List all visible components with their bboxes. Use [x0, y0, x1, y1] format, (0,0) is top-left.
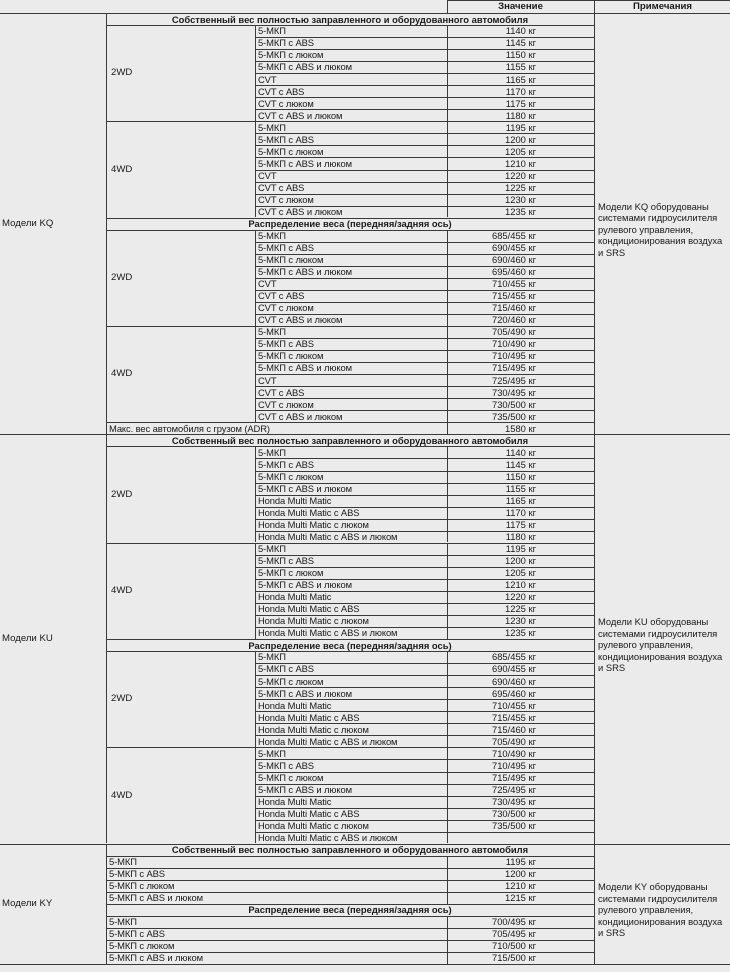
column-border — [594, 434, 595, 639]
spec-value: 1210 кг — [505, 579, 536, 591]
spec-value: 715/460 кг — [491, 723, 536, 735]
spec-label: 5-МКП — [258, 543, 286, 555]
spec-value: 710/495 кг — [491, 759, 536, 771]
spec-value: 1145 кг — [505, 37, 536, 49]
spec-value: 715/500 кг — [491, 952, 536, 964]
spec-value: 710/495 кг — [491, 350, 536, 362]
spec-label: 5-МКП — [109, 856, 137, 868]
spec-label: 5-МКП с люком — [258, 567, 324, 579]
spec-label: 5-МКП — [258, 230, 286, 242]
spec-label: 5-МКП с ABS и люком — [258, 61, 352, 73]
spec-label: 5-МКП с люком — [258, 470, 324, 482]
spec-label: 5-МКП с ABS — [258, 555, 314, 567]
spec-label: CVT с ABS и люком — [258, 314, 343, 326]
spec-label: Honda Multi Matic с ABS и люком — [258, 627, 398, 639]
section-title: Собственный вес полностью заправленного и оборудованного автомобиля — [171, 844, 529, 856]
column-border — [594, 422, 595, 434]
spec-value: 1220 кг — [505, 169, 536, 181]
spec-label: Honda Multi Matic — [258, 795, 332, 807]
column-border — [255, 230, 256, 326]
spec-label: CVT с люком — [258, 97, 314, 109]
column-border — [106, 844, 107, 964]
spec-label: Honda Multi Matic — [258, 591, 332, 603]
spec-label: Honda Multi Matic с ABS и люком — [258, 531, 398, 543]
spec-label: Honda Multi Matic с люком — [258, 723, 369, 735]
row-border — [255, 326, 594, 327]
spec-value: 710/490 кг — [491, 747, 536, 759]
column-border — [255, 326, 256, 422]
spec-label: CVT — [258, 73, 277, 85]
spec-label: Honda Multi Matic — [258, 699, 332, 711]
spec-label: 5-МКП с ABS и люком — [258, 579, 352, 591]
drive-group-label: 2WD — [111, 488, 133, 500]
spec-label: 5-МКП с ABS — [258, 37, 314, 49]
spec-label: 5-МКП — [258, 326, 286, 338]
column-border — [447, 747, 448, 843]
spec-value: 1215 кг — [505, 892, 536, 904]
spec-label: 5-МКП — [258, 446, 286, 458]
spec-value: 735/500 кг — [491, 819, 536, 831]
spec-value: 1230 кг — [505, 615, 536, 627]
section-title: Распределение веса (передняя/задняя ось) — [248, 218, 452, 230]
spec-value: 685/455 кг — [491, 230, 536, 242]
spec-label: 5-МКП с люком — [258, 771, 324, 783]
spec-label: 5-МКП с ABS и люком — [258, 783, 352, 795]
column-border — [106, 13, 107, 434]
drive-group-label: 4WD — [111, 163, 133, 175]
spec-value: 1165 кг — [505, 73, 536, 85]
spec-value: 1195 кг — [505, 856, 536, 868]
spec-label: 5-МКП с ABS — [258, 458, 314, 470]
spec-value: 1140 кг — [505, 446, 536, 458]
spec-value: 690/460 кг — [491, 254, 536, 266]
column-border — [255, 121, 256, 217]
spec-value: 1235 кг — [505, 205, 536, 217]
spec-label: Honda Multi Matic с ABS — [258, 603, 360, 615]
spec-label: 5-МКП — [258, 25, 286, 37]
spec-value: 1180 кг — [505, 531, 536, 543]
column-border — [106, 434, 107, 843]
spec-value: 695/460 кг — [491, 266, 536, 278]
spec-label: 5-МКП с ABS — [258, 338, 314, 350]
spec-value: 1175 кг — [505, 97, 536, 109]
spec-label: CVT — [258, 169, 277, 181]
spec-value: 1235 кг — [505, 627, 536, 639]
spec-label: 5-МКП — [109, 916, 137, 928]
spec-label: 5-МКП с ABS — [258, 133, 314, 145]
spec-value: 1205 кг — [505, 145, 536, 157]
column-border — [255, 446, 256, 542]
spec-value: 735/500 кг — [491, 410, 536, 422]
section-title: Распределение веса (передняя/задняя ось) — [248, 904, 452, 916]
spec-label: Honda Multi Matic с ABS и люком — [258, 735, 398, 747]
spec-label: 5-МКП с люком — [258, 675, 324, 687]
model-note: Модели KU оборудованы системами гидроусилителя рулевого управления, кондиционирования воздуха и SRS — [598, 616, 723, 674]
model-border — [0, 964, 730, 965]
spec-value: 730/500 кг — [491, 398, 536, 410]
spec-value: 1200 кг — [505, 555, 536, 567]
spec-label: 5-МКП с люком — [109, 940, 175, 952]
row-border — [255, 386, 594, 387]
spec-value: 705/490 кг — [491, 326, 536, 338]
spec-label: 5-МКП с ABS и люком — [258, 157, 352, 169]
spec-value: 730/500 кг — [491, 807, 536, 819]
column-border — [255, 747, 256, 843]
group-border — [106, 326, 255, 327]
spec-label: CVT с люком — [258, 398, 314, 410]
spec-value: 715/495 кг — [491, 771, 536, 783]
column-border — [447, 446, 448, 542]
spec-label: 5-МКП — [258, 651, 286, 663]
spec-label: CVT с ABS и люком — [258, 109, 343, 121]
column-border — [447, 230, 448, 326]
spec-value: 1170 кг — [505, 506, 536, 518]
spec-label: 5-МКП с люком — [109, 880, 175, 892]
drive-group-label: 2WD — [111, 271, 133, 283]
group-border — [106, 121, 255, 122]
spec-label: Honda Multi Matic с люком — [258, 615, 369, 627]
column-border — [594, 844, 595, 904]
column-border — [594, 218, 595, 423]
model-name: Модели KY — [2, 897, 53, 909]
row-border — [255, 747, 594, 748]
spec-label: Honda Multi Matic с ABS и люком — [258, 832, 398, 844]
column-border — [447, 856, 448, 904]
spec-value: 715/460 кг — [491, 302, 536, 314]
header-notes: Примечания — [632, 1, 693, 12]
spec-label: Honda Multi Matic с ABS — [258, 807, 360, 819]
spec-value: 1170 кг — [505, 85, 536, 97]
spec-label: CVT с люком — [258, 302, 314, 314]
column-border — [447, 0, 448, 13]
spec-value: 730/495 кг — [491, 795, 536, 807]
spec-value: 715/495 кг — [491, 362, 536, 374]
spec-value: 730/495 кг — [491, 386, 536, 398]
column-border — [594, 639, 595, 844]
max-weight-value: 1580 кг — [505, 422, 536, 434]
spec-label: CVT с ABS — [258, 181, 305, 193]
spec-value: 715/455 кг — [491, 290, 536, 302]
max-weight-label: Макс. вес автомобиля с грузом (ADR) — [109, 422, 270, 434]
spec-value: 725/495 кг — [491, 374, 536, 386]
spec-label: 5-МКП с люком — [258, 350, 324, 362]
header-top-border — [447, 0, 730, 1]
row-border — [255, 121, 594, 122]
column-border — [447, 916, 448, 964]
model-note: Модели KQ оборудованы системами гидроусилителя рулевого управления, кондиционирования воздуха и SRS — [598, 200, 723, 259]
spec-value: 1195 кг — [505, 543, 536, 555]
spec-value: 1210 кг — [505, 880, 536, 892]
spec-value: 1180 кг — [505, 109, 536, 121]
spec-value: 1155 кг — [505, 61, 536, 73]
row-border — [255, 290, 594, 291]
spec-label: 5-МКП с люком — [258, 145, 324, 157]
spec-value: 1140 кг — [505, 25, 536, 37]
row-border — [255, 73, 594, 74]
spec-label: 5-МКП — [258, 121, 286, 133]
spec-value: 710/455 кг — [491, 699, 536, 711]
spec-value: 690/455 кг — [491, 242, 536, 254]
spec-label: CVT — [258, 278, 277, 290]
spec-label: 5-МКП с ABS и люком — [109, 952, 203, 964]
spec-value: 1225 кг — [505, 603, 536, 615]
row-border — [255, 422, 594, 423]
spec-label: CVT с ABS и люком — [258, 410, 343, 422]
column-border — [447, 121, 448, 217]
spec-value: 685/455 кг — [491, 651, 536, 663]
spec-label: Honda Multi Matic — [258, 494, 332, 506]
row-border — [255, 170, 594, 171]
spec-label: CVT с ABS — [258, 290, 305, 302]
spec-label: Honda Multi Matic с ABS — [258, 711, 360, 723]
spec-label: 5-МКП с ABS и люком — [258, 482, 352, 494]
spec-value: 1155 кг — [505, 482, 536, 494]
spec-label: 5-МКП с ABS — [258, 759, 314, 771]
spec-label: 5-МКП с ABS и люком — [258, 687, 352, 699]
spec-value: 705/495 кг — [491, 928, 536, 940]
column-border — [255, 543, 256, 639]
section-title: Распределение веса (передняя/задняя ось) — [248, 639, 452, 651]
spec-label: Honda Multi Matic с люком — [258, 518, 369, 530]
spec-value: 1220 кг — [505, 591, 536, 603]
column-border — [255, 25, 256, 121]
column-border — [447, 326, 448, 422]
spec-label: 5-МКП с люком — [258, 254, 324, 266]
spec-value: 1145 кг — [505, 458, 536, 470]
spec-label: 5-МКП с ABS — [109, 868, 165, 880]
group-border — [106, 543, 255, 544]
spec-value: 1150 кг — [505, 470, 536, 482]
spec-value: 710/455 кг — [491, 278, 536, 290]
model-note: Модели KY оборудованы системами гидроусилителя рулевого управления, кондиционирования воздуха и SRS — [598, 880, 723, 939]
drive-group-label: 2WD — [111, 67, 133, 79]
model-name: Модели KU — [2, 633, 53, 645]
spec-label: CVT с ABS — [258, 85, 305, 97]
spec-value: 1165 кг — [505, 494, 536, 506]
spec-value: 710/490 кг — [491, 338, 536, 350]
drive-group-label: 4WD — [111, 368, 133, 380]
section-title: Собственный вес полностью заправленного и оборудованного автомобиля — [171, 13, 529, 25]
spec-label: CVT с ABS и люком — [258, 205, 343, 217]
spec-value: 1200 кг — [505, 133, 536, 145]
spec-label: 5-МКП — [258, 747, 286, 759]
spec-value: 690/460 кг — [491, 675, 536, 687]
spec-value: 1200 кг — [505, 868, 536, 880]
spec-value: 710/500 кг — [491, 940, 536, 952]
spec-label: CVT с ABS — [258, 386, 305, 398]
spec-value: 720/460 кг — [491, 314, 536, 326]
spec-value: 715/455 кг — [491, 711, 536, 723]
drive-group-label: 4WD — [111, 584, 133, 596]
row-border — [255, 374, 594, 375]
spec-label: Honda Multi Matic с люком — [258, 819, 369, 831]
spec-label: Honda Multi Matic с ABS — [258, 506, 360, 518]
column-border — [447, 543, 448, 639]
group-border — [106, 747, 255, 748]
spec-label: 5-МКП с ABS — [258, 242, 314, 254]
spec-value: 1175 кг — [505, 518, 536, 530]
spec-value: 1195 кг — [505, 121, 536, 133]
spec-value: 1150 кг — [505, 49, 536, 61]
spec-value: 1210 кг — [505, 157, 536, 169]
model-name: Модели KQ — [2, 217, 54, 229]
spec-label: 5-МКП с ABS — [258, 663, 314, 675]
spec-label: 5-МКП с ABS и люком — [258, 362, 352, 374]
row-border — [255, 182, 594, 183]
column-border — [447, 25, 448, 121]
column-border — [447, 422, 448, 434]
spec-label: 5-МКП с ABS — [109, 928, 165, 940]
spec-label: CVT с люком — [258, 193, 314, 205]
spec-value: 700/495 кг — [491, 916, 536, 928]
column-border — [594, 13, 595, 218]
drive-group-label: 2WD — [111, 693, 133, 705]
spec-label: 5-МКП с люком — [258, 49, 324, 61]
drive-group-label: 4WD — [111, 789, 133, 801]
spec-value: 1225 кг — [505, 181, 536, 193]
row-border — [255, 278, 594, 279]
spec-label: 5-МКП с ABS и люком — [109, 892, 203, 904]
spec-label: 5-МКП с ABS и люком — [258, 266, 352, 278]
spec-value: 695/460 кг — [491, 687, 536, 699]
column-border — [594, 0, 595, 13]
column-border — [594, 904, 595, 964]
spec-value: 705/490 кг — [491, 735, 536, 747]
section-title: Собственный вес полностью заправленного и оборудованного автомобиля — [171, 434, 529, 446]
column-border — [255, 651, 256, 747]
spec-label: CVT — [258, 374, 277, 386]
spec-value: 1230 кг — [505, 193, 536, 205]
header-value: Значение — [498, 1, 543, 12]
row-border — [255, 543, 594, 544]
spec-value: 690/455 кг — [491, 663, 536, 675]
spec-value: 1205 кг — [505, 567, 536, 579]
row-border — [255, 85, 594, 86]
spec-value: 725/495 кг — [491, 783, 536, 795]
column-border — [447, 651, 448, 747]
